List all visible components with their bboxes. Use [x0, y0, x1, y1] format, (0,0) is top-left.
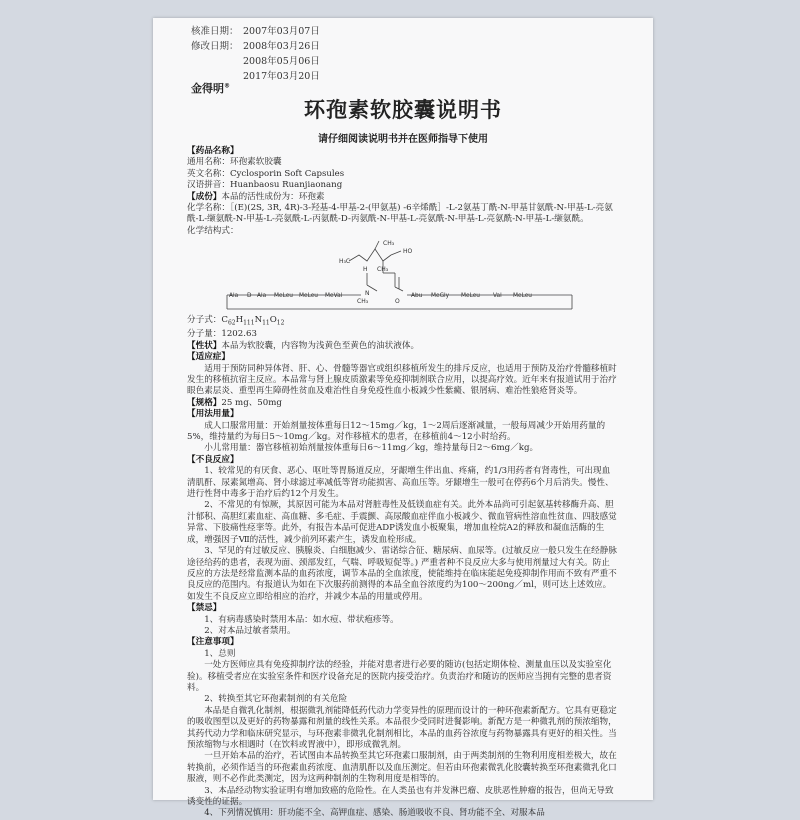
section-header-name: 【药品名称】	[187, 146, 239, 156]
dosage-adult: 成人口服常用量：开始剂量按体重每日12～15mg／kg，1～2周后逐渐减量，一般每周减少开始用药量的5%，维持量约为每日5～10mg／kg。对作移植术的患者，在移植前4～12小时给药。	[187, 420, 606, 443]
indication-text: 适用于预防同种异体肾、肝、心、骨髓等器官或组织移植所发生的排斥反应，也适用于预防及治疗骨髓移植时发生的移植抗宿主反应。本品常与肾上腺皮质激素等免疫抑制剂联合应用，以提高疗效。近年来有报道试用于治疗眼色素层炎、重型再生障碍性贫血及难治性自身免疫性血小板减少性紫癜、银屑病、难治性狼疮肾炎等。	[187, 363, 617, 397]
adverse-item-2: 2、不常见的有惊厥，其原因可能为本品对肾脏毒性及低镁血症有关。此外本品尚可引起氨基转移酶升高、胆汁郁积、高胆红素血症、高血糖、多毛症、手震颤、高尿酸血症伴血小板减少、微血管病性溶血性贫血、四肢感觉异常、下肢痛性痉挛等。此外，有报告本品可促进ADP诱发血小板聚集，增加血栓烷A2的释放和凝血活酶的生成，增强因子Ⅶ的活性，减少前列环素产生，诱发血栓形成。	[187, 500, 617, 545]
spec-line	[187, 398, 617, 409]
atom-ho: HO	[403, 248, 413, 256]
section-header-character: 【性状】	[187, 340, 222, 351]
section-header-indication: 【适应症】	[187, 352, 230, 363]
atom-ch3-top: CH₃	[383, 240, 395, 248]
contra-item-2: 2、对本品过敏者禁用。	[204, 625, 296, 636]
adverse-item-1: 1、较常见的有厌食、恶心、呕吐等胃肠道反应，牙龈增生伴出血、疼痛，约1/3用药者有肾毒性，可出现血清肌酐、尿素氮增高、肾小球滤过率减低等肾功能损害、高血压等。牙龈增生一般可在停药6个月后消失。慢性、进行性肾中毒多于治疗后约12个月发生。	[187, 466, 614, 500]
package-insert-sheet	[153, 18, 653, 819]
section-header-adverse: 【不良反应】	[187, 454, 239, 465]
character-line	[187, 341, 617, 352]
formula-o: O	[269, 315, 277, 326]
pinyin-name: 汉语拼音：Huanbaosu Ruanjiaonang	[187, 180, 343, 191]
formula-h-count: 111	[243, 319, 255, 327]
formula-c-count: 62	[227, 319, 236, 327]
formula-n: N	[254, 315, 263, 326]
notes-1-text: 一处方医师应具有免疫抑制疗法的经验，并能对患者进行必要的随访(包括定期体检、测量血压以及实验室化验)。移植受者应在实验室条件和医疗设备充足的医院内接受治疗。负责治疗和随访的医师应当拥有完整的患者资料。	[187, 660, 612, 693]
character-text: 本品为软胶囊，内容物为浅黄色至黄色的油状液体。	[221, 340, 420, 351]
modify-date-row-2	[191, 54, 320, 69]
section-header-composition: 【成份】	[187, 191, 222, 202]
dosage-child: 小儿常用量：器官移植初始剂量按体重每日6～11mg／kg，维持量每日2～6mg／kg。	[204, 443, 539, 454]
section-header-notes: 【注意事项】	[187, 637, 239, 648]
structure-diagram	[217, 239, 587, 313]
formula-o-count: 12	[276, 319, 285, 327]
residue-d: D	[247, 293, 252, 300]
notes-2-text-b: 一旦开始本品的治疗，若试图由本品转换至其它环孢素口服制剂，由于两类制剂的生物利用度相差极大，故在转换前，必须作适当的环孢素血药浓度、血清肌酐以及血压测定。但若由环孢素微乳化胶囊转换至环孢素微乳化口服液，则不必作此类测定，因为这两种制剂的生物利用度是相等的。	[187, 751, 617, 785]
date-block	[191, 24, 320, 84]
residue-megly: MeGly	[431, 293, 450, 300]
atom-ch3-mid: CH₃	[377, 266, 389, 274]
residue-ala-1: Ala	[229, 293, 239, 300]
english-name: 英文名称：Cyclosporin Soft Capsules	[187, 168, 345, 179]
residue-meleu-1: MeLeu	[274, 293, 293, 300]
approve-date-label: 核准日期：	[191, 26, 239, 37]
modify-date-label: 修改日期：	[191, 41, 239, 52]
side-chain-bonds	[349, 241, 403, 291]
section-header-spec: 【规格】	[187, 397, 222, 408]
residue-meval: MeVal	[325, 293, 343, 300]
formula-n-count: 11	[262, 319, 270, 327]
notes-2-title: 2、转换至其它环孢素制剂的有关危险	[204, 694, 348, 705]
chain-right	[411, 293, 532, 299]
notes-3: 3、本品经动物实验证明有增加致癌的危险性。在人类虽也有并发淋巴瘤、皮肤恶性肿瘤的报告，但尚无导致诱变性的证据。	[187, 785, 614, 808]
formula-h: H	[235, 315, 244, 326]
document-title: 环孢素软胶囊说明书	[304, 98, 502, 122]
composition-line	[187, 192, 617, 203]
formula-c: C	[221, 315, 228, 326]
chemical-name: 化学名称：［(E)(2S, 3R, 4R)-3-羟基-4-甲基-2-(甲氨基) -6辛烯酰］-L-2氨基丁酰-N-甲基甘氨酰-N-甲基-L-亮氨酰-L-缬氨酰-N-甲基-L-亮氨酰-L-丙氨酰-D-丙氨酰-N-甲基-L-亮氨酰-N-甲基-L-亮氨酰-N-甲基-L-缬氨酰。	[187, 203, 613, 225]
chain-left	[229, 293, 343, 299]
modify-date-2: 2008年05月06日	[243, 56, 320, 67]
molecular-formula	[187, 315, 617, 329]
modify-date-3: 2017年03月20日	[243, 71, 320, 82]
structure-label: 化学结构式：	[187, 225, 239, 236]
atom-n: N	[365, 290, 370, 298]
modify-date-row	[191, 39, 320, 54]
chemical-structure	[187, 239, 617, 315]
registered-mark: ®	[224, 82, 230, 90]
atom-o: O	[395, 298, 400, 306]
composition-text: 本品的活性成份为：环孢素	[221, 191, 325, 202]
molecular-weight: 分子量：1202.63	[187, 329, 257, 340]
residue-meleu-4: MeLeu	[513, 293, 532, 300]
common-name: 通用名称：环孢素软胶囊	[187, 157, 282, 168]
adverse-item-3: 3、罕见的有过敏反应、胰腺炎、白细胞减少、雷诺综合征、糖尿病、血尿等。(过敏反应一般只发生在经静脉途径给药的患者，表现为面、颈部发红，气喘、呼吸短促等。) 严重者种不良反应大多与使用剂量过大有关。防止反应的方法是经常监测本品的血药浓度，调节本品的全血浓度，使能维持在临床能起免疫抑制作用而不致有严重不良反应的范围内。有报道认为如在下次服药前测得的本品全血谷浓度约为100～200ng／ml，则可达上述效应。如发生不良反应立即给相应的治疗，并减少本品的用量或停用。	[187, 546, 617, 602]
atom-ch3-n: CH₃	[357, 298, 369, 306]
residue-ala-2: Ala	[257, 293, 267, 300]
approve-date-row	[191, 24, 320, 39]
residue-val: Val	[493, 293, 502, 300]
brand-name: 金得明	[191, 82, 224, 95]
residue-meleu-3: MeLeu	[461, 293, 480, 300]
section-header-contra: 【禁忌】	[187, 603, 222, 614]
atom-h3c: H₃C	[339, 258, 351, 266]
spec-text: 25 mg、50mg	[221, 397, 282, 408]
approve-date: 2007年03月07日	[243, 26, 320, 37]
contra-item-1: 1、有病毒感染时禁用本品：如水痘、带状疱疹等。	[204, 614, 399, 625]
notes-4: 4、下列情况慎用：肝功能不全、高钾血症、感染、肠道吸收不良、肾功能不全、对服本品	[204, 808, 545, 819]
notes-2-text-a: 本品是自微乳化制剂，根据微乳剂能降低药代动力学变异性的原理而设计的一种环孢素新配方。它具有更稳定的吸收图型以及更好的药物暴露和剂量的线性关系。本品很少受同时进餐影响。新配方是一种微乳剂的预浓缩物，其药代动力学和临床研究显示，与环孢素非微乳化制剂相比，本品的血药谷浓度与药物暴露具有更好的相关性。当预浓缩物与水相遇时（在饮料或胃液中），即形成微乳剂。	[187, 705, 617, 750]
document-subtitle: 请仔细阅读说明书并在医师指导下使用	[318, 134, 488, 145]
atom-h: H	[363, 266, 368, 274]
formula-label: 分子式：	[187, 315, 222, 326]
section-header-dosage: 【用法用量】	[187, 409, 239, 420]
residue-abu: Abu	[411, 293, 423, 300]
modify-date-1: 2008年03月26日	[243, 41, 320, 52]
insert-content	[187, 146, 617, 820]
residue-meleu-2: MeLeu	[299, 293, 318, 300]
notes-1-title: 1、总则	[204, 648, 236, 659]
